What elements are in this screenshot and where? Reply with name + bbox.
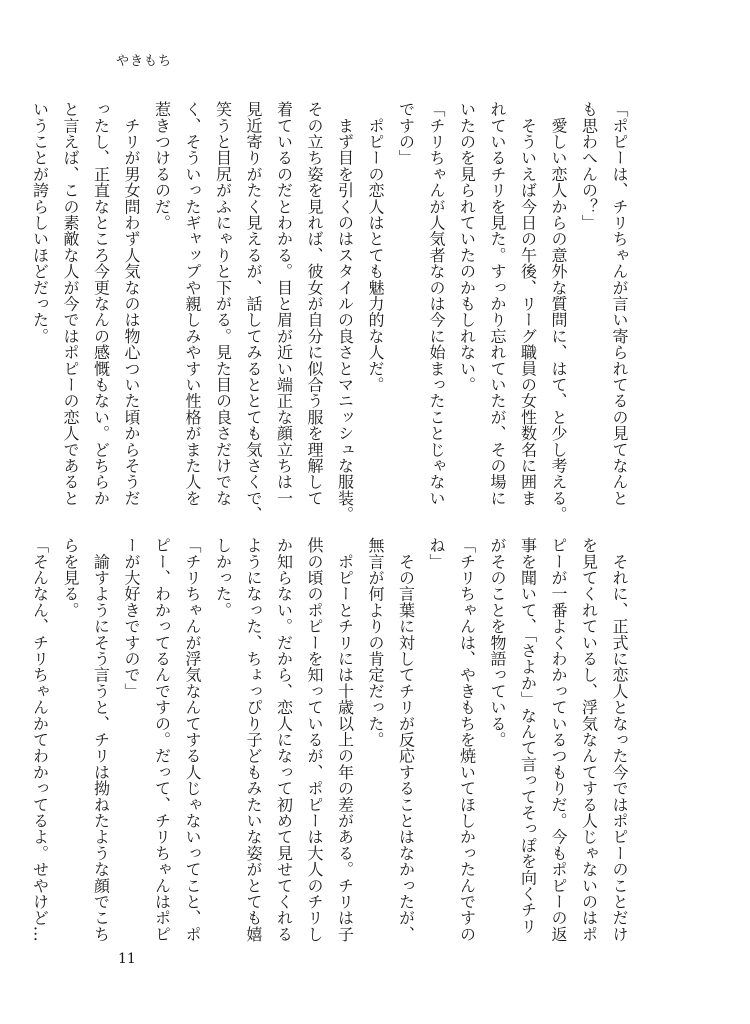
text-line: ようになった、ちょっぴり子どもみたいな姿がとても嬉	[244, 537, 263, 942]
page-number: 11	[118, 951, 136, 967]
text-line: その立ち姿を見れば、彼女が自分に似合う服を理解して	[305, 101, 324, 506]
text-line: 「チリちゃんが人気者なのは今に始まったことじゃない	[427, 101, 446, 506]
text-line: 見近寄りがたく見えるが、話してみるととても気さくで、	[244, 101, 263, 523]
text-line: 「そんなん、チリちゃんかてわかってるよ。せやけど…	[30, 537, 50, 942]
text-line: れているチリを見た。すっかり忘れていたが、その場に	[488, 101, 507, 506]
text-line: 愛しい恋人からの意外な質問に、はて、と少し考える。	[549, 101, 568, 523]
text-line: か知らない。だから、恋人になって初めて見せてくれる	[274, 537, 294, 942]
text-line: と言えば、この素敵な人が今ではポピーの恋人であると	[61, 101, 80, 506]
text-line: らを見る。	[61, 537, 80, 618]
text-line: まず目を引くのはスタイルの良さとマニッシュな服装。	[335, 101, 355, 523]
text-line: ったし、正直なところ今更なんの感慨もない。どちらか	[91, 101, 111, 506]
text-line: 諭すようにそう言うと、チリは拗ねたような顔でこち	[91, 537, 111, 942]
text-line: 笑うと目尻がふにゃりと下がる。見た目の良さだけでな	[213, 101, 233, 506]
text-line: がそのことを物語っている。	[488, 537, 507, 748]
text-line: ですの」	[396, 101, 416, 166]
text-line: それに、正式に恋人となった今ではポピーのことだけ	[610, 537, 629, 942]
text-line: 事を聞いて、「さよか」なんて言ってそっぽを向くチリ	[518, 537, 538, 934]
text-line: ピーが一番よくわかっているつもりだ。今もポピーの返	[549, 537, 568, 942]
text-line: を見てくれているし、浮気なんてする人じゃないのはポ	[579, 537, 599, 942]
text-line: そういえば今日の午後、リーグ職員の女性数名に囲ま	[518, 101, 538, 506]
text-line: 「チリちゃんが浮気なんてする人じゃないってこと、ポ	[183, 537, 202, 942]
running-title: やきもち	[116, 54, 173, 69]
text-line: ポピーとチリには十歳以上の年の差がある。チリは子	[335, 537, 355, 942]
text-line: 着ているのだとわかる。目と眉が近い端正な顔立ちは一	[274, 101, 294, 506]
text-line: いたのを見られていたのかもしれない。	[457, 101, 477, 393]
text-line: 「ポピーは、チリちゃんが言い寄られてるの見てなんと	[610, 101, 629, 506]
text-line: く、そういったギャップや親しみやすい性格がまた人を	[183, 101, 202, 506]
text-line: ポピーの恋人はとても魅力的な人だ。	[366, 101, 385, 393]
text-line: ーが大好きですので」	[122, 537, 141, 699]
text-line: も思わへんの？」	[579, 101, 599, 231]
text-line: いうことが誇らしいほどだった。	[30, 101, 50, 344]
text-line: 供の頃のポピーを知っているが、ポピーは大人のチリし	[305, 537, 324, 942]
text-line: 「チリちゃんは、やきもちを焼いてほしかったんですの	[457, 537, 477, 942]
text-line: ね」	[427, 537, 446, 570]
text-line: 無言が何よりの肯定だった。	[366, 537, 385, 748]
text-line: 惹きつけるのだ。	[152, 101, 172, 231]
text-line: その言葉に対してチリが反応することはなかったが、	[396, 537, 416, 942]
text-line: しかった。	[213, 537, 233, 618]
text-line: ピー、わかってるんですの。だって、チリちゃんはポピ	[152, 537, 172, 942]
text-block-top	[24, 101, 634, 523]
text-line: チリが男女問わず人気なのは物心ついた頃からそうだ	[122, 101, 141, 506]
text-block-bottom	[24, 537, 634, 947]
